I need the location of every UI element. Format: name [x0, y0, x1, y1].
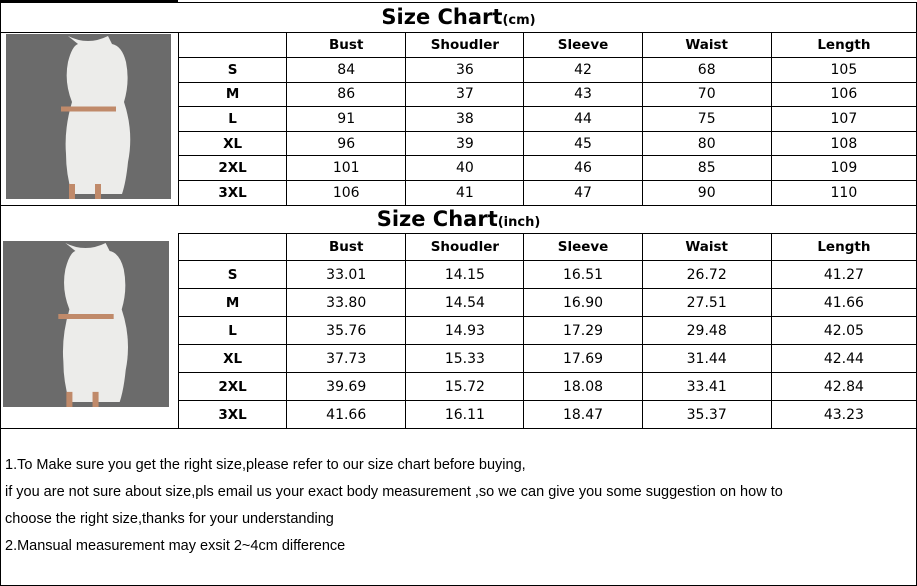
table-row	[179, 317, 917, 345]
table-row	[179, 345, 917, 373]
table-cell: 41.66	[287, 401, 406, 429]
column-header: Bust	[287, 33, 406, 58]
column-header: Shoudler	[406, 33, 524, 58]
column-header: Waist	[642, 234, 771, 261]
column-header: Sleeve	[524, 33, 642, 58]
table-row	[179, 289, 917, 317]
header-row	[179, 33, 917, 58]
table-cell: 107	[771, 107, 916, 132]
table-cell: 41.27	[771, 261, 916, 289]
table-cell: 106	[287, 180, 406, 205]
header-row	[179, 234, 917, 261]
title-unit: (cm)	[502, 13, 536, 28]
table-cell: 14.93	[406, 317, 524, 345]
table-cell: 35.37	[642, 401, 771, 429]
table-cell: 39	[406, 131, 524, 156]
note-line: choose the right size,thanks for your understanding	[5, 511, 334, 527]
table-cell: 47	[524, 180, 642, 205]
table-cell: 41.66	[771, 289, 916, 317]
title-unit: (inch)	[497, 215, 541, 230]
table-row	[179, 131, 917, 156]
divider	[0, 205, 917, 206]
table-cell: 85	[642, 156, 771, 181]
size-label: L	[179, 107, 287, 132]
table-cell: 39.69	[287, 373, 406, 401]
column-header: Sleeve	[524, 234, 642, 261]
table-cell: 110	[771, 180, 916, 205]
size-table-cm	[178, 32, 917, 206]
note-line: 2.Mansual measurement may exsit 2~4cm difference	[5, 538, 346, 554]
table-cell: 42	[524, 58, 642, 83]
dress-model-image	[6, 34, 171, 199]
column-header: Length	[771, 33, 916, 58]
table-cell: 40	[406, 156, 524, 181]
table-cell: 46	[524, 156, 642, 181]
table-cell: 16.11	[406, 401, 524, 429]
table-cell: 90	[642, 180, 771, 205]
divider	[0, 428, 917, 429]
column-header: Length	[771, 234, 916, 261]
table-cell: 86	[287, 82, 406, 107]
table-cell: 33.01	[287, 261, 406, 289]
table-cell: 43	[524, 82, 642, 107]
size-label: M	[179, 289, 287, 317]
table-cell: 29.48	[642, 317, 771, 345]
table-cell: 37	[406, 82, 524, 107]
size-label: M	[179, 82, 287, 107]
table-cell: 96	[287, 131, 406, 156]
table-cell: 80	[642, 131, 771, 156]
table-cell: 17.29	[524, 317, 642, 345]
size-label: L	[179, 317, 287, 345]
table-cell: 109	[771, 156, 916, 181]
title-text: Size Chart	[376, 207, 498, 231]
table-cell: 18.47	[524, 401, 642, 429]
table-row	[179, 373, 917, 401]
note-line: 1.To Make sure you get the right size,please refer to our size chart before buying,	[5, 457, 526, 473]
table-cell: 43.23	[771, 401, 916, 429]
size-label: 3XL	[179, 401, 287, 429]
product-photo-cm	[6, 34, 171, 199]
table-cell: 16.90	[524, 289, 642, 317]
table-cell: 106	[771, 82, 916, 107]
table-cell: 68	[642, 58, 771, 83]
table-cell: 27.51	[642, 289, 771, 317]
product-photo-inch	[3, 241, 169, 407]
size-label: 2XL	[179, 373, 287, 401]
table-cell: 36	[406, 58, 524, 83]
table-row	[179, 82, 917, 107]
dress-model-image	[3, 241, 169, 407]
table-row	[179, 180, 917, 205]
column-header: Waist	[642, 33, 771, 58]
table-cell: 14.15	[406, 261, 524, 289]
size-label: XL	[179, 131, 287, 156]
note-line: if you are not sure about size,pls email us your exact body measurement ,so we can give you some suggestion on how to	[5, 484, 783, 500]
table-cell: 15.33	[406, 345, 524, 373]
table-cell: 101	[287, 156, 406, 181]
table-cell: 75	[642, 107, 771, 132]
table-cell: 15.72	[406, 373, 524, 401]
size-label: 2XL	[179, 156, 287, 181]
table-cell: 84	[287, 58, 406, 83]
size-label: S	[179, 58, 287, 83]
table-cell: 44	[524, 107, 642, 132]
table-cell: 91	[287, 107, 406, 132]
table-cell: 26.72	[642, 261, 771, 289]
table-cell: 45	[524, 131, 642, 156]
table-cell: 33.41	[642, 373, 771, 401]
table-cell: 35.76	[287, 317, 406, 345]
column-header	[179, 234, 287, 261]
table-cell: 41	[406, 180, 524, 205]
table-cell: 42.05	[771, 317, 916, 345]
column-header: Shoudler	[406, 234, 524, 261]
table-cell: 16.51	[524, 261, 642, 289]
table-row	[179, 58, 917, 83]
table-cell: 42.84	[771, 373, 916, 401]
table-cell: 14.54	[406, 289, 524, 317]
table-cell: 42.44	[771, 345, 916, 373]
size-label: S	[179, 261, 287, 289]
table-cell: 108	[771, 131, 916, 156]
table-row	[179, 261, 917, 289]
table-row	[179, 107, 917, 132]
table-cell: 17.69	[524, 345, 642, 373]
table-row	[179, 156, 917, 181]
table-cell: 70	[642, 82, 771, 107]
title-text: Size Chart	[381, 5, 503, 29]
size-table-inch	[178, 233, 917, 429]
table-cell: 105	[771, 58, 916, 83]
table-cell: 38	[406, 107, 524, 132]
table-cell: 31.44	[642, 345, 771, 373]
column-header: Bust	[287, 234, 406, 261]
table-cell: 18.08	[524, 373, 642, 401]
table-cell: 37.73	[287, 345, 406, 373]
notes	[5, 452, 783, 560]
title-cm	[0, 3, 917, 35]
size-label: 3XL	[179, 180, 287, 205]
table-cell: 33.80	[287, 289, 406, 317]
table-row	[179, 401, 917, 429]
size-label: XL	[179, 345, 287, 373]
column-header	[179, 33, 287, 58]
